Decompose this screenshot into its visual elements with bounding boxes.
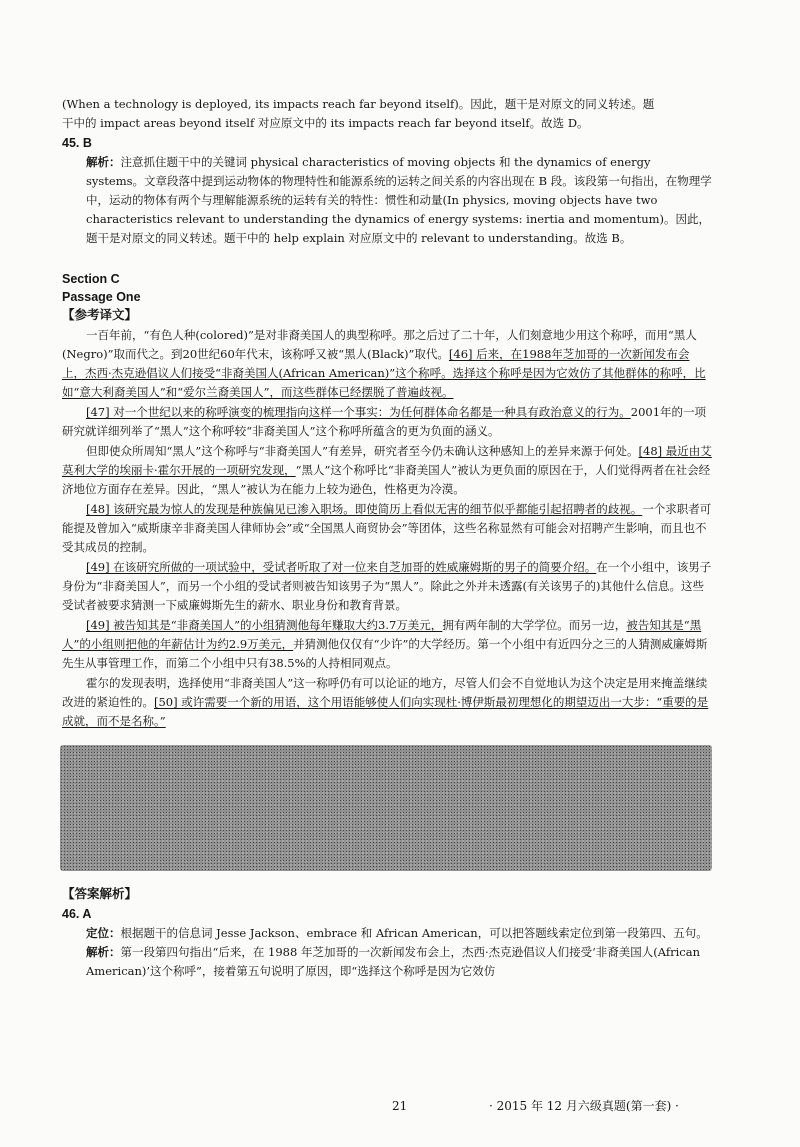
question-46-number: 46. A (62, 907, 92, 921)
question-45-number: 45. B (62, 136, 92, 150)
paragraph-3-text-2: “黑人”这个称呼比“非裔美国人”被认为更负面的原因在于，人们觉得两者在社会经济地位方面存在差异。因此，“黑人”被认为在能力上较为逊色，性格更为冷漠。 (62, 463, 711, 496)
paragraph-6 (62, 616, 712, 673)
intro-line-2: 干中的 impact areas beyond itself 对应原文中的 its impacts reach far beyond itself。故选 D。 (62, 116, 589, 130)
analysis-label-46: 解析： (86, 945, 121, 959)
paragraph-5 (62, 558, 712, 615)
paragraph-6-text: 拥有两年制的大学学位。而另一边， (442, 618, 627, 632)
paragraph-1-underlined: [46] 后来，在1988年芝加哥的一次新闻发布会上，杰西·杰克逊倡议人们接受“非裔美国人(African American)”这个称呼。选择这个称呼是因为它效仿了其他群体的称呼，比如“意大利裔美国人”和“爱尔兰裔美国人”，而这些群体已经摆脱了普遍歧视。 (62, 347, 706, 399)
paragraph-2 (62, 403, 712, 441)
paragraph-2-underlined: [47] 对一个世纪以来的称呼演变的梳理指向这样一个事实：为任何群体命名都是一种具有政治意义的行为。 (86, 405, 631, 419)
shaded-summary-box (60, 745, 712, 871)
paragraph-3-underlined: [48] 最近由艾莫利大学的埃丽卡·霍尔开展的一项研究发现， (62, 444, 712, 477)
paragraph-4-text: 一个求职者可能提及曾加入“威斯康辛非裔美国人律师协会”或“全国黑人商贸协会”等团体，这些名称显然有可能会对招聘产生影响，而且也不受其成员的控制。 (62, 502, 712, 554)
section-title: Section C (62, 272, 120, 286)
paragraph-5-text: 在一个小组中，该男子身份为“非裔美国人”，而另一个小组的受试者则被告知该男子为“黑人”。除此之外并未透露(有关该男子的)其他什么信息。这些受试者被要求猜测一下威廉姆斯先生的薪水、职业身份和教育背景。 (62, 560, 712, 612)
paragraph-6-underlined-2: 被告知其是“黑人”的小组则把他的年薪估计为约2.9万美元， (62, 618, 702, 651)
paragraph-6-text-2: 并猜测他仅仅有“少许”的大学经历。第一个小组中有近四分之三的人猜测威廉姆斯先生从事管理工作，而第二个小组中只有38.5%的人持相同观点。 (62, 637, 708, 670)
answers-header: 【答案解析】 (62, 887, 138, 901)
question-45-analysis (62, 153, 712, 248)
paragraph-7-text: 霍尔的发现表明，选择使用“非裔美国人”这一称呼仍有可以论证的地方，尽管人们会不自觉地认为这个决定是用来掩盖继续改进的紧迫性的。 (62, 676, 708, 709)
paragraph-1-text: 一百年前，“有色人种(colored)”是对非裔美国人的典型称呼。那之后过了二十年，人们刻意地少用这个称呼，而用“黑人(Negro)”取而代之。到20世纪60年代末，该称呼又被“黑人(Black)”取代。 (62, 328, 697, 361)
paragraph-5-underlined: [49] 在该研究所做的一项试验中，受试者听取了对一位来自芝加哥的姓威廉姆斯的男子的简要介绍。 (86, 560, 597, 574)
locate-label: 定位： (86, 926, 121, 940)
paragraph-3-text: 但即使众所周知“黑人”这个称呼与“非裔美国人”有差异，研究者至今仍未确认这种感知上的差异来源于何处。 (86, 444, 639, 458)
analysis-text: 注意抓住题干中的关键词 physical characteristics of moving objects 和 the dynamics of energy systems。文章段落中提到运动物体的物理特性和能源系统的运转之间关系的内容出现在 B 段。该段第一句指出，在物理学中，运动的物体有两个与理解能源系统的运转有关的特性：惯性和动量(In physics, moving objects have two characteristics relevant to understanding the dynamics of energy systems: inertia and momentum)。因此，题干是对原文的同义转述。题干中的 help explain 对应原文中的 relevant to understanding。故选 B。 (86, 155, 712, 245)
question-46-locate (62, 924, 712, 943)
translation-header: 【参考译文】 (62, 308, 138, 322)
paragraph-7-underlined: [50] 或许需要一个新的用语，这个用语能够使人们向实现杜·博伊斯最初理想化的期望迈出一大步：“重要的是成就，而不是名称。” (62, 695, 709, 728)
locate-text: 根据题干的信息词 Jesse Jackson、embrace 和 African American，可以把答题线索定位到第一段第四、五句。 (120, 926, 708, 940)
paragraph-3 (62, 442, 712, 499)
page-number: 21 (392, 1099, 408, 1113)
paragraph-4 (62, 500, 712, 557)
analysis-text-46: 第一段第四句指出“后来，在 1988 年芝加哥的一次新闻发布会上，杰西·杰克逊倡议人们接受‘非裔美国人(African American)’这个称呼”，接着第五句说明了原因，即“选择这个称呼是因为它效仿 (86, 945, 700, 978)
page-content (62, 95, 712, 981)
paragraph-2-text: 2001年的一项研究就详细列举了“黑人”这个称呼较“非裔美国人”这个称呼所蕴含的更为负面的涵义。 (62, 405, 707, 438)
paragraph-6-underlined: [49] 被告知其是“非裔美国人”的小组猜测他每年赚取大约3.7万美元， (86, 618, 443, 632)
source-label: · 2015 年 12 月六级真题(第一套) · (489, 1099, 679, 1113)
passage-title: Passage One (62, 290, 141, 304)
paragraph-4-underlined: [48] 该研究最为惊人的发现是种族偏见已渗入职场。即使简历上看似无害的细节似乎都能引起招聘者的歧视。 (86, 502, 643, 516)
intro-line-1: (When a technology is deployed, its impacts reach far beyond itself)。因此，题干是对原文的同义转述。题 (62, 97, 655, 111)
analysis-label: 解析： (86, 155, 121, 169)
paragraph-7 (62, 674, 712, 731)
paragraph-1 (62, 326, 712, 402)
question-46-analysis (62, 943, 712, 981)
